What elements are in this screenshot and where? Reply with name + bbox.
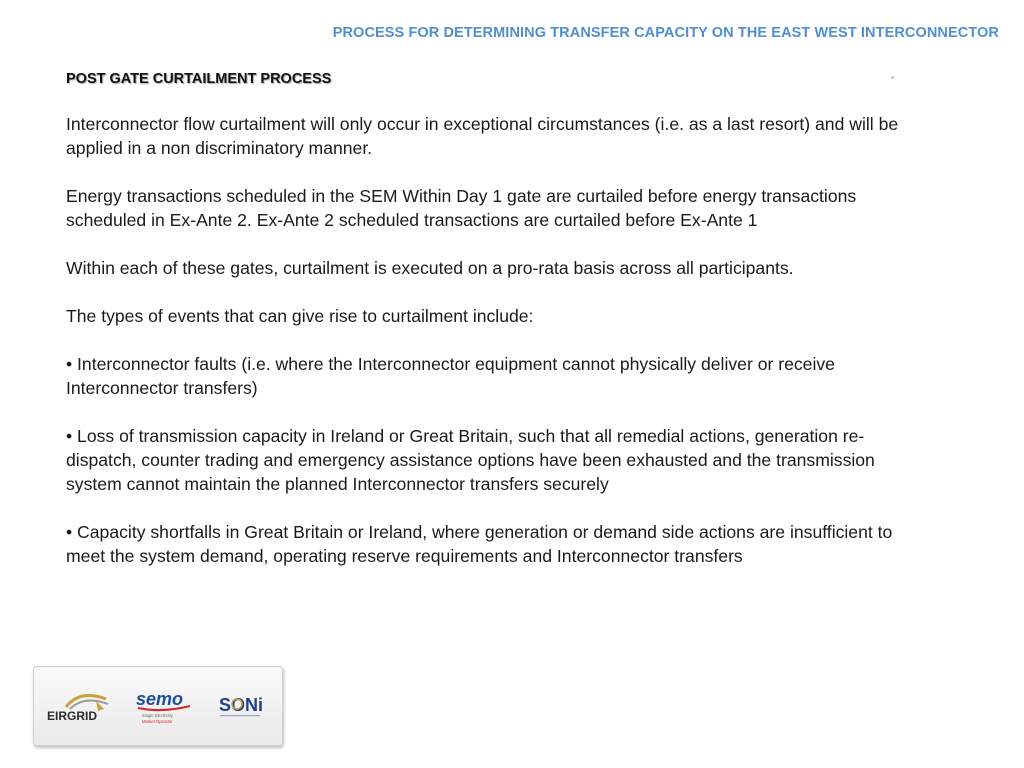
paragraph-gate-order: Energy transactions scheduled in the SEM Within Day 1 gate are curtailed before energy transactions scheduled in Ex-Ante 2. Ex-Ante 2 scheduled transactions are curtailed before Ex-Ante 1	[66, 186, 857, 230]
semo-logo	[134, 689, 194, 729]
bullet-interconnector-faults: • Interconnector faults (i.e. where the Interconnector equipment cannot physically deliver or receive Interconnector transfers)	[66, 354, 835, 398]
semo-subtitle-line1: Single Electricity	[142, 713, 173, 718]
paragraph-event-types: The types of events that can give rise to curtailment include:	[66, 306, 534, 326]
decorative-dot	[891, 76, 894, 79]
page-header-title: PROCESS FOR DETERMINING TRANSFER CAPACITY ON THE EAST WEST INTERCONNECTOR	[332, 25, 999, 41]
bullet-capacity-shortfalls: • Capacity shortfalls in Great Britain or Ireland, where generation or demand side actions are insufficient to meet the system demand, operating reserve requirements and Interconnector transfers	[66, 522, 893, 566]
section-heading: POST GATE CURTAILMENT PROCESS	[66, 71, 332, 87]
eirgrid-logo	[44, 687, 116, 727]
paragraph-pro-rata: Within each of these gates, curtailment is executed on a pro-rata basis across all participants.	[66, 258, 794, 278]
paragraph-intro: Interconnector flow curtailment will only occur in exceptional circumstances (i.e. as a last resort) and will be applied in a non discriminatory manner.	[66, 114, 899, 158]
eirgrid-logo-text: EIRGRID	[47, 709, 98, 723]
bullet-transmission-loss: • Loss of transmission capacity in Ireland or Great Britain, such that all remedial actions, generation re-dispatch, counter trading and emergency assistance options have been exhausted and the transmission system cannot maintain the planned Interconnector transfers securely	[66, 426, 875, 494]
footer-logo-panel	[33, 666, 283, 746]
semo-logo-text: semo	[136, 689, 184, 709]
soni-logo	[218, 691, 268, 721]
semo-subtitle-line2: Market Operator	[142, 719, 173, 724]
soni-logo-text: SONi	[219, 695, 264, 715]
body-text	[66, 112, 916, 592]
